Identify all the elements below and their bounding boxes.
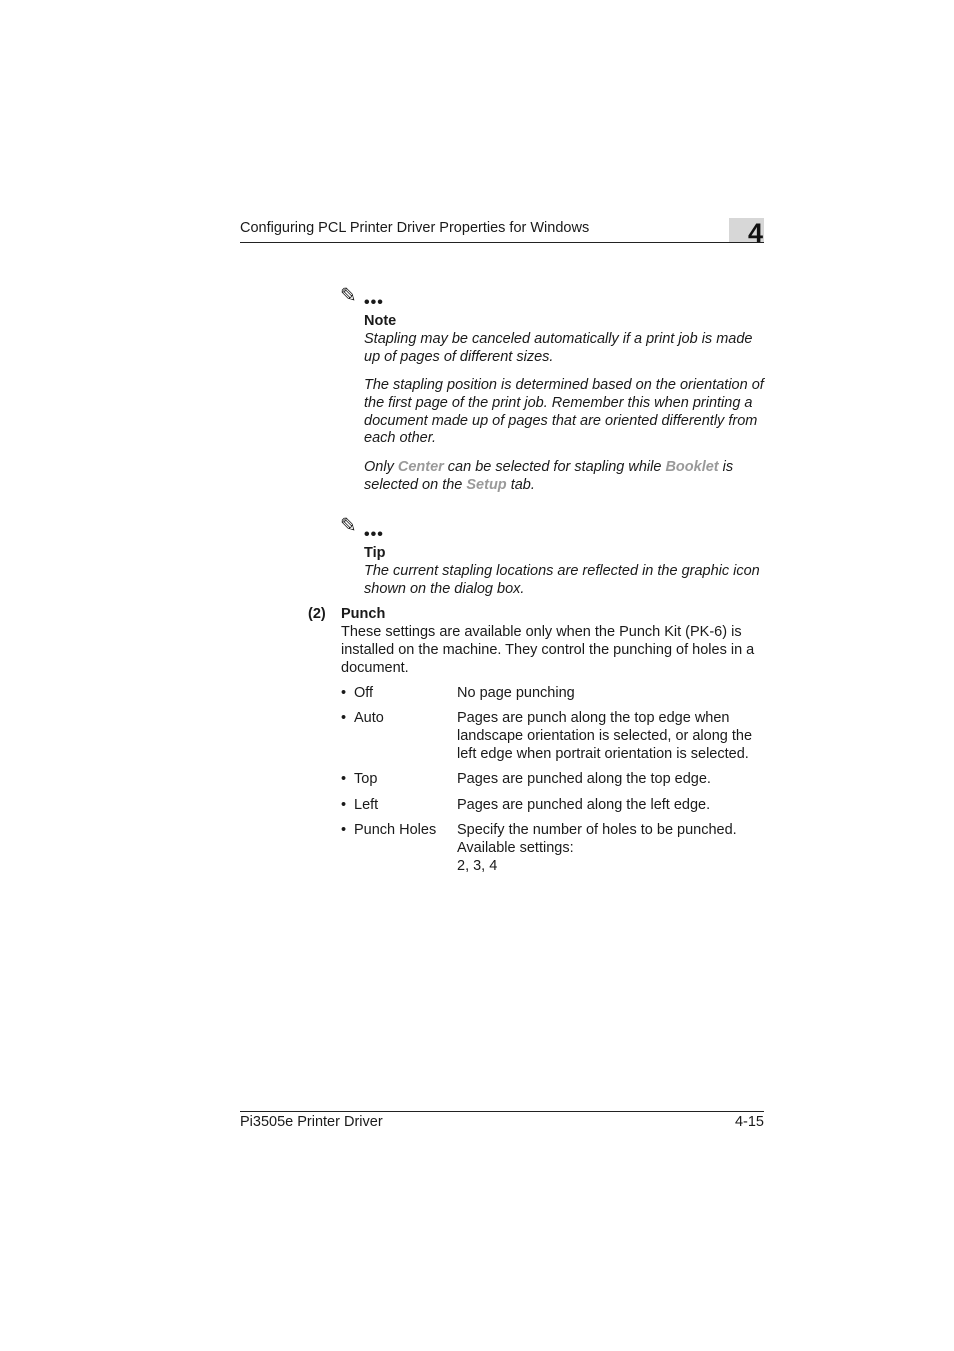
note-text: Only xyxy=(364,459,398,475)
page-number: 4-15 xyxy=(734,1114,764,1130)
item-term: Auto xyxy=(354,710,384,726)
bullet: • xyxy=(341,685,347,701)
section-number: (2) xyxy=(308,606,326,622)
note-text: tab. xyxy=(506,476,535,493)
note-text: can be selected for stapling while xyxy=(443,459,666,475)
item-description: Pages are punch along the top edge when landscape orientation is selected, or along the left edge when portrait orientation is selected. xyxy=(457,710,753,762)
ellipsis-icon: ••• xyxy=(364,294,384,311)
setup-tab-reference: Setup xyxy=(466,476,507,493)
pencil-icon: ✎ xyxy=(340,285,357,307)
footer-title: Pi3505e Printer Driver xyxy=(240,1114,383,1130)
item-description-line: 2, 3, 4 xyxy=(457,857,498,874)
item-term: Off xyxy=(354,685,374,701)
chapter-tab xyxy=(729,218,764,248)
running-header: Configuring PCL Printer Driver Properties for Windows xyxy=(240,220,590,236)
tip-label: Tip xyxy=(364,545,386,561)
ellipsis-icon: ••• xyxy=(364,526,384,543)
note-paragraph-1: Stapling may be canceled automatically if a print job is made up of pages of different sizes. xyxy=(364,331,753,365)
note-paragraph-3 xyxy=(364,459,764,495)
pencil-icon: ✎ xyxy=(340,515,357,537)
item-description: Pages are punched along the left edge. xyxy=(457,797,711,813)
note-paragraph-2: The stapling position is determined based on the orientation of the first page of the print job. Remember this when printing a document made up of pages that are oriented differently from each other. xyxy=(364,377,764,447)
note-text: is selected on the xyxy=(364,459,734,493)
center-setting: Center xyxy=(397,459,444,475)
item-term: Punch Holes xyxy=(354,822,437,838)
item-description xyxy=(457,822,757,875)
item-description: No page punching xyxy=(457,685,575,701)
booklet-setting: Booklet xyxy=(665,459,719,475)
section-title: Punch xyxy=(341,606,386,622)
bullet: • xyxy=(341,822,347,838)
bullet: • xyxy=(341,797,347,813)
chapter-number: 4 xyxy=(747,218,763,248)
item-term: Top xyxy=(354,771,378,787)
item-term: Left xyxy=(354,797,379,813)
header-rule xyxy=(240,242,764,243)
bullet: • xyxy=(341,771,347,787)
note-label: Note xyxy=(364,313,397,329)
bullet: • xyxy=(341,710,347,726)
tip-paragraph: The current stapling locations are reflected in the graphic icon shown on the dialog box. xyxy=(364,563,760,597)
item-description-line: Specify the number of holes to be punched. xyxy=(457,822,737,838)
section-body: These settings are available only when the Punch Kit (PK-6) is installed on the machine. They control the punching of holes in a document. xyxy=(341,624,755,676)
footer-rule xyxy=(240,1111,764,1112)
item-description: Pages are punched along the top edge. xyxy=(457,771,711,787)
item-description-line: Available settings: xyxy=(457,839,574,856)
